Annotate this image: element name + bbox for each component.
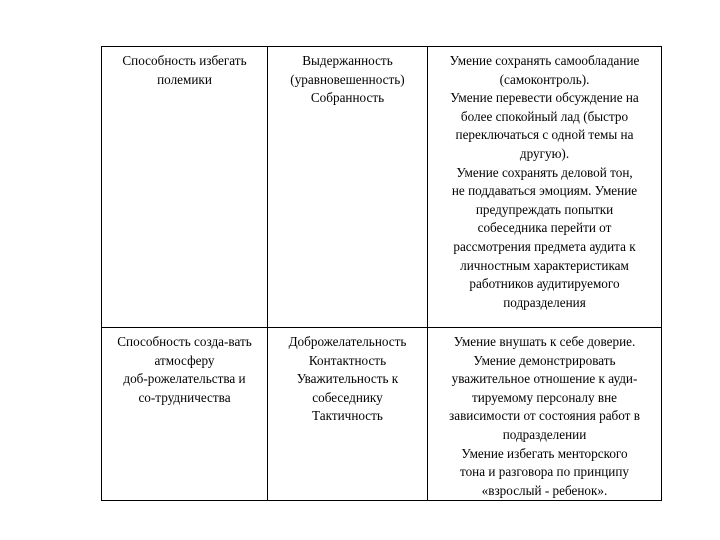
skill-line: другую). <box>519 145 570 161</box>
quality-line: Собранность <box>310 90 385 106</box>
qualities-cell <box>268 328 428 501</box>
qualities-cell <box>268 47 428 328</box>
skill-line: личностным характеристикам <box>460 257 629 273</box>
skill-line: предупреждать попытки <box>475 201 614 217</box>
skill-line: подразделении <box>502 426 587 442</box>
skill-line: Умение сохранять деловой тон, <box>456 164 633 180</box>
skill-line: не поддаваться эмоциям. Умение <box>451 183 638 199</box>
quality-line: Контактность <box>308 352 387 368</box>
ability-line: полемики <box>157 71 212 87</box>
skill-line: более спокойный лад (быстро <box>460 108 629 124</box>
skill-line: (самоконтроль). <box>499 71 590 87</box>
quality-line: Тактичность <box>312 408 383 424</box>
ability-line: атмосферу <box>154 352 215 368</box>
skill-line: тируемому персоналу вне <box>471 389 618 405</box>
skill-line: Умение сохранять самообладание <box>449 53 640 68</box>
quality-line: Выдержанность <box>302 53 393 68</box>
quality-line: (уравновешенность) <box>290 71 405 87</box>
skill-line: Умение демонстрировать <box>473 352 616 368</box>
ability-cell <box>102 328 268 501</box>
ability-line: Способность избегать <box>122 53 247 68</box>
skill-line: зависимости от состояния работ в <box>449 408 640 424</box>
skill-line: переключаться с одной темы на <box>455 127 634 143</box>
skill-line: рассмотрения предмета аудита к <box>453 238 636 254</box>
ability-line: Способность созда-вать <box>117 334 252 349</box>
skills-cell <box>428 328 662 501</box>
ability-line: доб-рожелательства и <box>123 371 246 387</box>
skill-line: «взрослый - ребенок». <box>481 482 608 498</box>
table-row <box>102 47 662 328</box>
skills-cell <box>428 47 662 328</box>
skill-line: тона и разговора по принципу <box>459 464 630 480</box>
competency-table <box>101 46 662 501</box>
quality-line: собеседнику <box>312 389 383 405</box>
quality-line: Уважительность к <box>296 371 399 387</box>
skill-line: Умение избегать менторского <box>461 445 628 461</box>
skill-line: подразделения <box>503 294 586 310</box>
ability-line: со-трудничества <box>138 389 231 405</box>
skill-line: уважительное отношение к ауди- <box>451 371 638 387</box>
quality-line: Доброжелательность <box>288 334 407 349</box>
skill-line: Умение перевести обсуждение на <box>450 90 639 106</box>
table-row <box>102 328 662 501</box>
skill-line: Умение внушать к себе доверие. <box>453 334 636 349</box>
skill-line: собеседника перейти от <box>477 220 612 236</box>
skill-line: работников аудитируемого <box>469 276 620 292</box>
ability-cell <box>102 47 268 328</box>
